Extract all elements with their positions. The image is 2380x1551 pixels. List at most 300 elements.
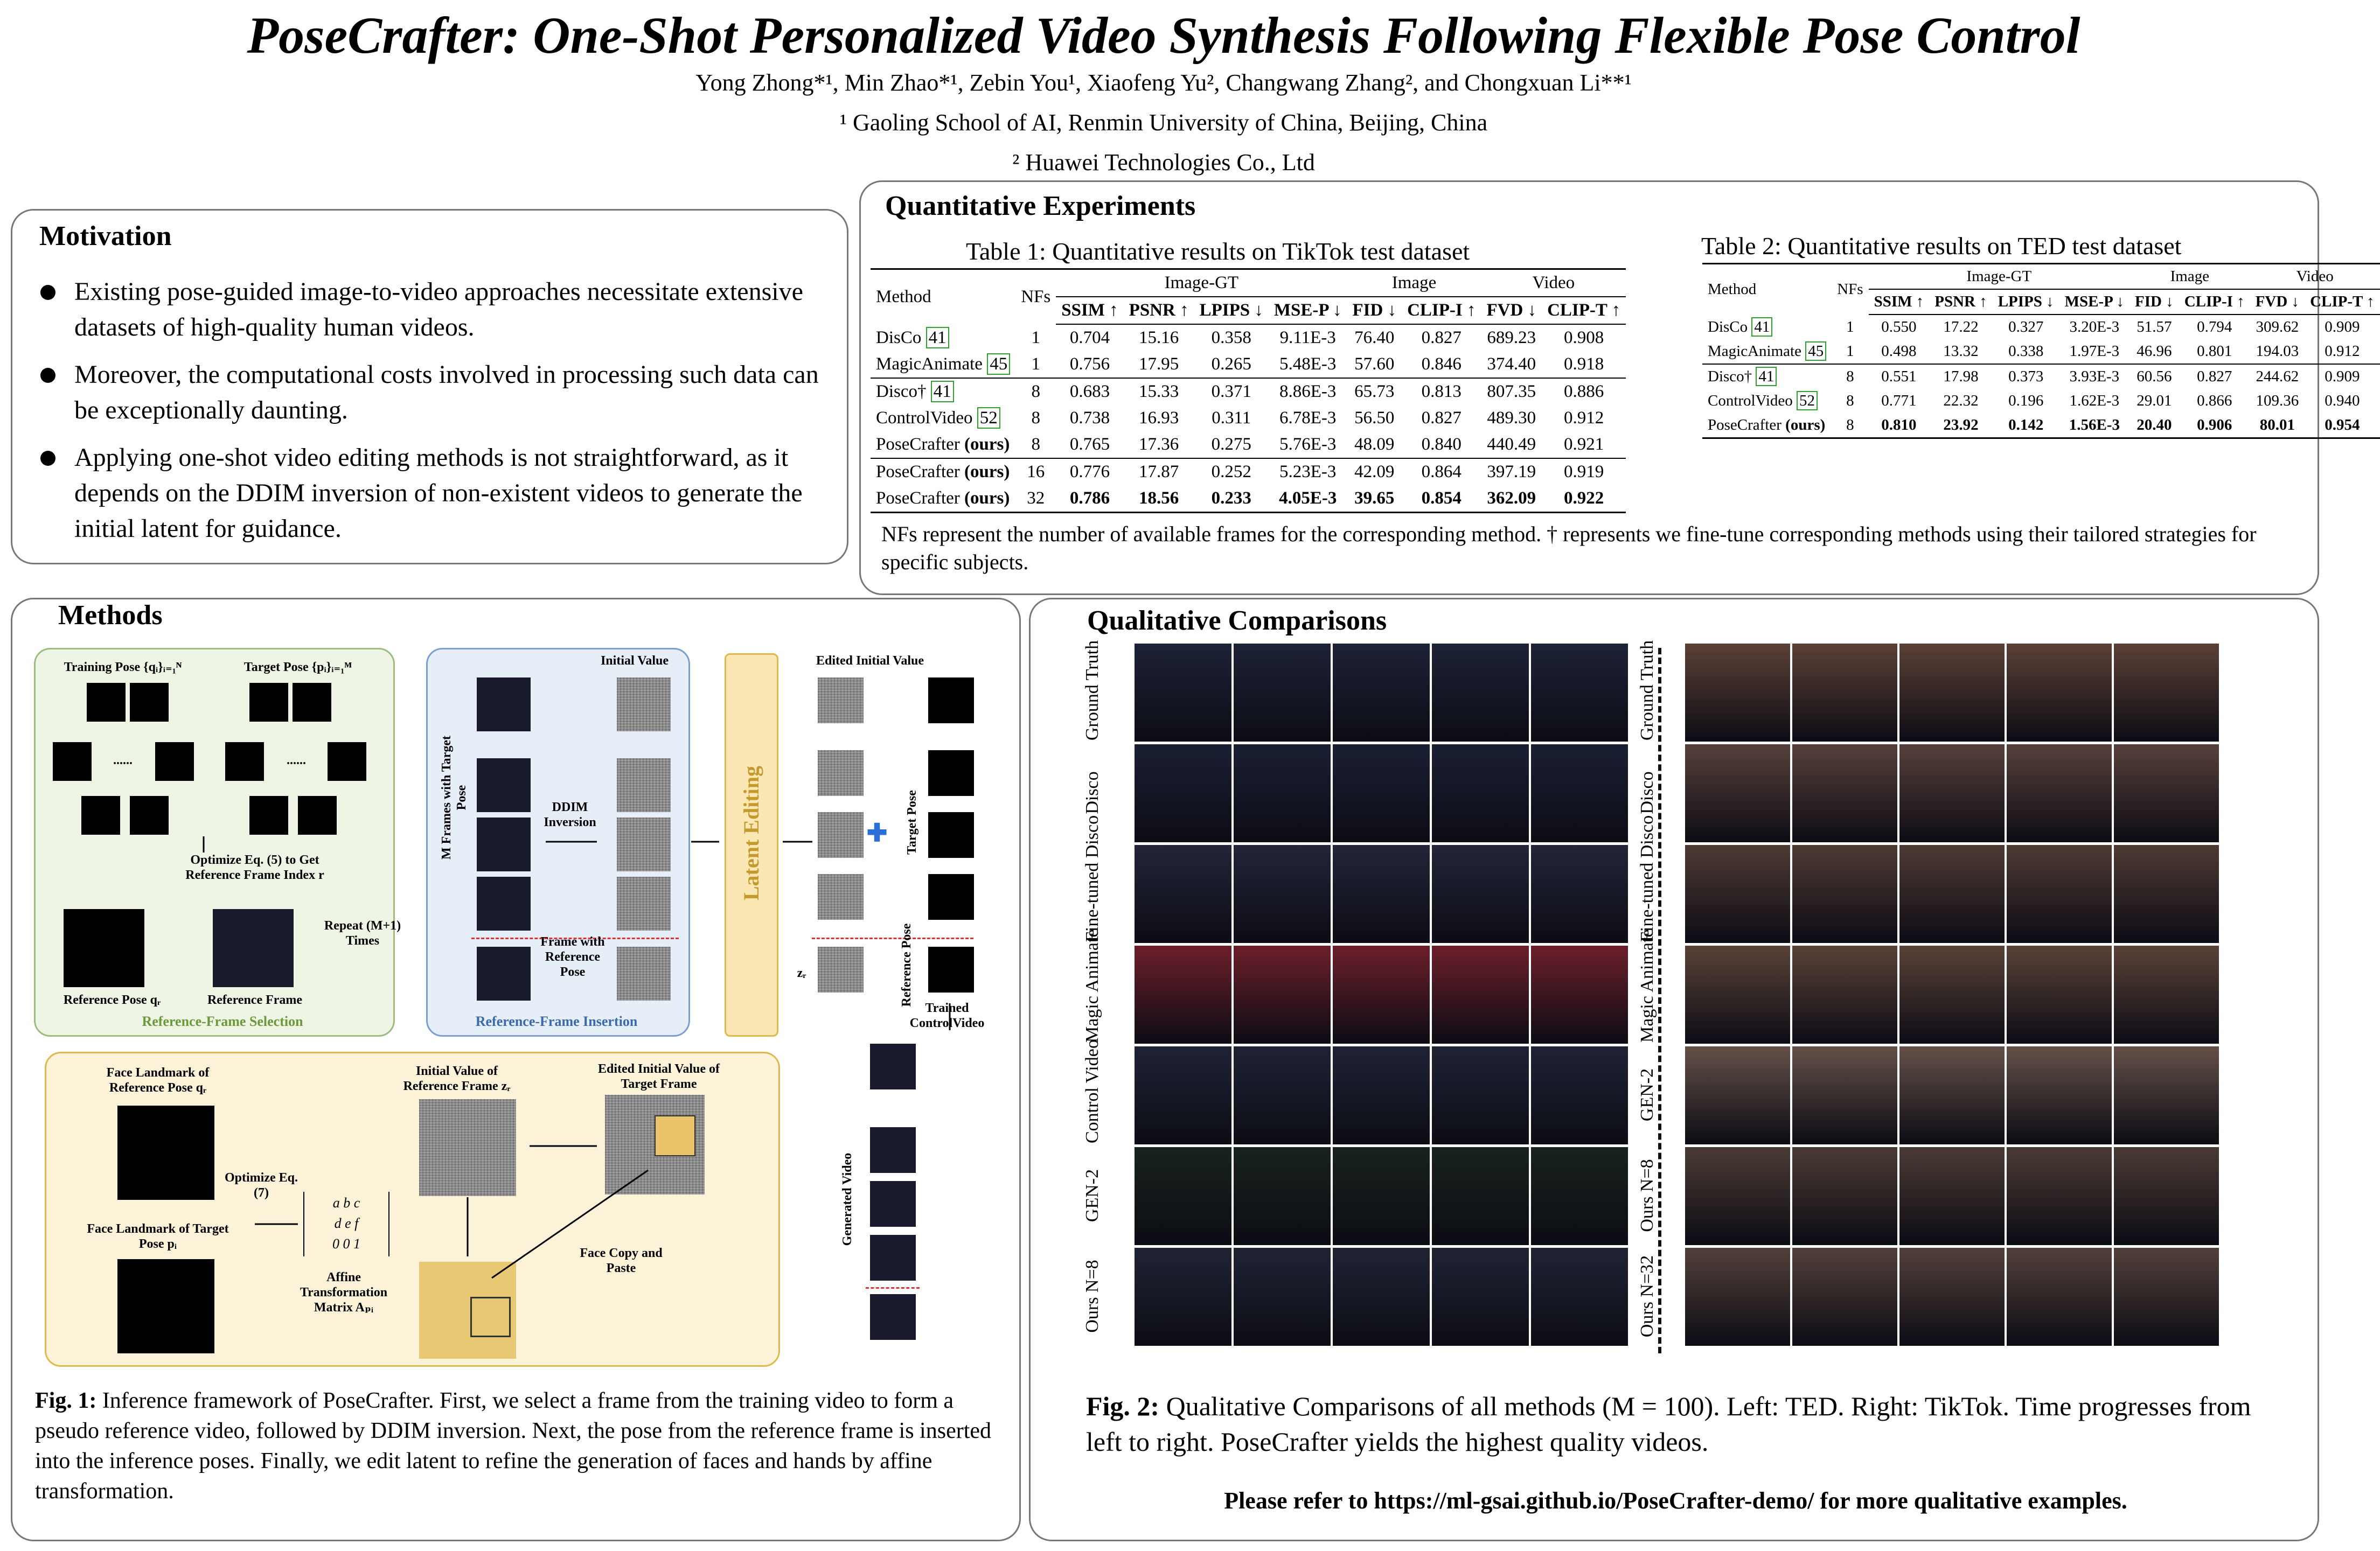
value-cell: 374.40 <box>1487 354 1536 374</box>
value-cell: 0.683 <box>1069 382 1110 401</box>
value-cell: 0.909 <box>2325 368 2360 385</box>
table-row <box>871 324 1626 351</box>
video-frame <box>1333 845 1430 943</box>
motivation-bullet: Applying one-shot video editing methods is not straightforward, as it depends on the DDIM inversion of non-existent videos to generate the initial latent for guidance. <box>29 440 826 547</box>
value-cell: 0.864 <box>1421 462 1462 481</box>
authors: Yong Zhong*¹, Min Zhao*¹, Zebin You¹, Xiaofeng Yu², Changwang Zhang², and Chongxuan Li**¹ <box>695 69 1632 96</box>
video-frame <box>1234 1046 1331 1144</box>
video-frame <box>1685 1147 1790 1245</box>
pose-thumb <box>928 677 974 723</box>
video-frame <box>1899 946 2005 1044</box>
video-frame <box>2114 1046 2219 1144</box>
ted-image-grid <box>1135 644 1633 1354</box>
video-frame <box>1333 1046 1430 1144</box>
method-cell: Disco† 41 <box>871 378 1015 405</box>
pose-thumb <box>298 796 337 835</box>
video-frame <box>1432 644 1529 742</box>
noise-thumb <box>617 818 671 871</box>
value-cell: 0.776 <box>1069 462 1110 481</box>
dots: ...... <box>287 753 306 767</box>
citation-link[interactable]: 45 <box>1805 341 1826 361</box>
video-frame <box>1135 1248 1231 1346</box>
table-row <box>871 485 1626 513</box>
video-frame <box>1432 845 1529 943</box>
value-cell: 48.09 <box>1354 435 1395 454</box>
nfs-cell: 1 <box>1031 327 1040 347</box>
metric-header: FVD ↓ <box>1481 297 1542 324</box>
video-frame <box>1432 1248 1529 1346</box>
col-method: Method <box>876 287 931 306</box>
fig2-text: Qualitative Comparisons of all methods (M = 100). Left: TED. Right: TikTok. Time progresses from left to right. PoseCrafter yields the highest quality videos. <box>1086 1391 2251 1457</box>
pose-thumb <box>328 742 366 781</box>
affine-result-image <box>419 1262 516 1359</box>
dots: ...... <box>113 753 133 767</box>
value-cell: 0.373 <box>2008 368 2044 385</box>
value-cell: 0.704 <box>1069 328 1110 347</box>
value-cell: 0.854 <box>1421 488 1462 508</box>
pose-thumb <box>225 742 264 781</box>
video-frame <box>1792 1248 1897 1346</box>
value-cell: 0.846 <box>1421 354 1462 374</box>
value-cell: 0.827 <box>2197 368 2232 385</box>
video-frame <box>1685 1046 1790 1144</box>
quantitative-title: Quantitative Experiments <box>885 191 1196 221</box>
citation-link[interactable]: 45 <box>987 353 1010 375</box>
row-label: Disco <box>1082 771 1102 814</box>
video-frame <box>1531 744 1628 842</box>
value-cell: 20.40 <box>2137 416 2172 434</box>
row-label: GEN-2 <box>1637 1068 1657 1122</box>
noise-thumb <box>617 758 671 812</box>
citation-link[interactable]: 41 <box>1756 367 1777 386</box>
metric-header: SSIM ↑ <box>1056 297 1123 324</box>
value-cell: 3.20E-3 <box>2069 318 2120 336</box>
table2 <box>1702 263 2380 439</box>
method-cell: DisCo 41 <box>871 324 1015 351</box>
edited-target-image <box>605 1095 705 1194</box>
video-frame <box>1333 946 1430 1044</box>
video-frame <box>1333 644 1430 742</box>
value-cell: 65.73 <box>1354 382 1395 401</box>
value-cell: 18.56 <box>1139 488 1179 508</box>
table-row <box>871 458 1626 485</box>
affine-label: Affine Transformation Matrix Aₚᵢ <box>300 1270 388 1315</box>
value-cell: 42.09 <box>1354 462 1395 481</box>
nfs-cell: 8 <box>1846 368 1854 385</box>
value-cell: 0.801 <box>2197 343 2232 360</box>
video-frame <box>1792 1147 1897 1245</box>
target-pose-vertical: Target Pose <box>905 790 919 855</box>
value-cell: 15.16 <box>1139 328 1179 347</box>
method-cell: MagicAnimate 45 <box>871 351 1015 378</box>
video-frame <box>2114 946 2219 1044</box>
video-frame <box>1234 744 1331 842</box>
affiliation-1: ¹ Gaoling School of AI, Renmin University of China, Beijing, China <box>839 109 1488 136</box>
frame-with-ref-label: Frame with Reference Pose <box>540 935 605 979</box>
value-cell: 17.36 <box>1139 435 1179 454</box>
value-cell: 0.786 <box>1069 488 1110 508</box>
table-row <box>1702 364 2380 389</box>
reference-frame-label: Reference Frame <box>207 993 303 1007</box>
value-cell: 6.78E-3 <box>1279 408 1337 428</box>
value-cell: 0.794 <box>2197 318 2232 336</box>
pose-thumb <box>928 947 974 993</box>
group-header: Image-GT <box>1869 264 2130 290</box>
generated-thumb <box>870 1127 916 1173</box>
reference-frame-thumb <box>477 947 531 1001</box>
row-label: Disco <box>1637 771 1657 814</box>
metric-header: FVD ↓ <box>2250 289 2305 315</box>
tiktok-image-grid <box>1685 644 2224 1354</box>
row-label: Fine-tuned Disco <box>1637 815 1657 942</box>
fig2-caption <box>1086 1388 2271 1459</box>
metric-header: SSIM ↑ <box>1869 289 1930 315</box>
noise-thumb <box>617 947 671 1001</box>
video-frame <box>2114 744 2219 842</box>
row-label: Ours N=8 <box>1637 1159 1657 1232</box>
video-frame <box>1792 644 1897 742</box>
value-cell: 0.918 <box>1563 354 1604 374</box>
value-cell: 0.827 <box>1421 328 1462 347</box>
noise-thumb <box>617 877 671 931</box>
table-row <box>871 351 1626 378</box>
value-cell: 16.93 <box>1139 408 1179 428</box>
video-frame <box>1135 1046 1231 1144</box>
method-cell: ControlVideo 52 <box>1702 389 1832 413</box>
row-label: Ground Truth <box>1082 640 1102 740</box>
video-frame <box>2007 744 2112 842</box>
reference-frame-image <box>213 909 294 987</box>
value-cell: 0.827 <box>1421 408 1462 428</box>
metric-header: MSE-P ↓ <box>2059 289 2130 315</box>
row-label: Magic Animate <box>1637 929 1657 1043</box>
video-frame <box>1531 1248 1628 1346</box>
value-cell: 29.01 <box>2137 392 2172 409</box>
noise-thumb <box>617 677 671 731</box>
value-cell: 0.498 <box>1881 343 1917 360</box>
metric-header: MSE-P ↓ <box>1269 297 1347 324</box>
rfs-label: Reference-Frame Selection <box>142 1014 303 1029</box>
value-cell: 13.32 <box>1943 343 1979 360</box>
metric-header: PSNR ↑ <box>1124 297 1194 324</box>
value-cell: 1.97E-3 <box>2069 343 2120 360</box>
latent-editing-label: Latent Editing <box>739 765 763 901</box>
edited-noise-thumb <box>818 750 864 796</box>
table-row <box>871 431 1626 458</box>
value-cell: 0.358 <box>1211 328 1251 347</box>
table-row <box>871 405 1626 431</box>
repeat-label: Repeat (M+1) Times <box>324 919 401 948</box>
metric-header: CLIP-I ↑ <box>2179 289 2250 315</box>
trained-controlvideo-label: Trained ControlVideo <box>909 1001 985 1030</box>
video-frame <box>2007 845 2112 943</box>
video-frame <box>1234 644 1331 742</box>
frame-thumb <box>477 818 531 871</box>
method-cell: PoseCrafter (ours) <box>876 462 1010 481</box>
table1-caption: Table 1: Quantitative results on TikTok test dataset <box>966 237 1470 265</box>
value-cell: 0.371 <box>1211 382 1251 401</box>
video-frame <box>1531 1147 1628 1245</box>
value-cell: 807.35 <box>1487 382 1536 401</box>
video-frame <box>2007 946 2112 1044</box>
method-cell: Disco† 41 <box>1702 364 1832 389</box>
nfs-cell: 8 <box>1031 382 1040 401</box>
video-frame <box>1899 644 2005 742</box>
reference-pose-label: Reference Pose qᵣ <box>63 993 161 1007</box>
nfs-cell: 32 <box>1027 488 1045 508</box>
edited-noise-thumb <box>818 677 864 723</box>
frame-thumb <box>477 877 531 931</box>
video-frame <box>1333 1248 1430 1346</box>
video-frame <box>1685 946 1790 1044</box>
video-frame <box>1432 744 1529 842</box>
value-cell: 309.62 <box>2256 318 2299 336</box>
value-cell: 0.840 <box>1421 435 1462 454</box>
video-frame <box>2007 1147 2112 1245</box>
fig2-label: Fig. 2: <box>1086 1391 1160 1421</box>
frame-thumb <box>477 758 531 812</box>
row-label: Magic Animate <box>1082 929 1102 1043</box>
video-frame <box>1234 845 1331 943</box>
value-cell: 689.23 <box>1487 328 1536 347</box>
pose-thumb <box>249 683 288 722</box>
pose-thumb <box>928 874 974 920</box>
metric-header: LPIPS ↓ <box>1993 289 2059 315</box>
value-cell: 0.338 <box>2008 343 2044 360</box>
reference-pose-image <box>64 909 144 987</box>
init-ref-frame-image <box>419 1099 516 1196</box>
video-frame <box>1792 1046 1897 1144</box>
value-cell: 5.48E-3 <box>1279 354 1337 374</box>
video-frame <box>2007 1248 2112 1346</box>
quantitative-panel <box>859 180 2375 595</box>
value-cell: 0.912 <box>2325 343 2360 360</box>
value-cell: 17.22 <box>1943 318 1979 336</box>
video-frame <box>1234 1147 1331 1245</box>
value-cell: 0.909 <box>2325 318 2360 336</box>
table2-caption: Table 2: Quantitative results on TED test dataset <box>1701 232 2182 260</box>
value-cell: 51.57 <box>2137 318 2172 336</box>
value-cell: 17.95 <box>1139 354 1179 374</box>
citation-link[interactable]: 41 <box>931 381 954 402</box>
row-label: Ground Truth <box>1637 640 1657 740</box>
video-frame <box>1685 1248 1790 1346</box>
pose-thumb <box>53 742 92 781</box>
edited-noise-thumb <box>818 874 864 920</box>
value-cell: 0.233 <box>1211 488 1251 508</box>
grid-divider <box>1658 648 1661 1353</box>
pose-thumb <box>928 750 974 796</box>
value-cell: 489.30 <box>1487 408 1536 428</box>
methods-panel <box>11 598 1021 1541</box>
group-header: Video <box>1481 269 1626 297</box>
video-frame <box>1135 744 1231 842</box>
matrix-row: a b c <box>332 1195 360 1211</box>
value-cell: 0.908 <box>1563 328 1604 347</box>
citation-link[interactable]: 41 <box>1751 317 1772 337</box>
motivation-list <box>29 274 826 558</box>
edited-initial-value-label: Edited Initial Value <box>816 654 924 668</box>
video-frame <box>1432 946 1529 1044</box>
value-cell: 39.65 <box>1354 488 1395 508</box>
pose-thumb <box>81 796 120 835</box>
edited-noise-thumb <box>818 812 864 858</box>
group-header: Video <box>2250 264 2380 290</box>
demo-link[interactable]: Please refer to https://ml-gsai.github.io/PoseCrafter-demo/ for more qualitative examples. <box>1224 1487 2127 1514</box>
value-cell: 46.96 <box>2137 343 2172 360</box>
value-cell: 5.23E-3 <box>1279 462 1337 481</box>
value-cell: 0.327 <box>2008 318 2044 336</box>
value-cell: 15.33 <box>1139 382 1179 401</box>
motivation-panel <box>11 209 848 564</box>
value-cell: 0.265 <box>1211 354 1251 374</box>
matrix-row: d e f <box>334 1215 359 1231</box>
nfs-cell: 8 <box>1031 435 1040 454</box>
fig1-caption <box>35 1386 1005 1506</box>
value-cell: 22.32 <box>1943 392 1979 409</box>
col-method: Method <box>1708 281 1757 298</box>
face-region <box>470 1297 511 1337</box>
video-frame <box>1531 845 1628 943</box>
pose-thumb <box>293 683 331 722</box>
plus-icon: ✚ <box>866 819 888 847</box>
value-cell: 194.03 <box>2256 343 2299 360</box>
nfs-cell: 1 <box>1846 318 1854 336</box>
value-cell: 76.40 <box>1354 328 1395 347</box>
video-frame <box>2007 1046 2112 1144</box>
value-cell: 9.11E-3 <box>1279 328 1336 347</box>
value-cell: 5.76E-3 <box>1279 435 1337 454</box>
value-cell: 0.919 <box>1563 462 1604 481</box>
citation-link[interactable]: 41 <box>926 327 949 348</box>
video-frame <box>1135 1147 1231 1245</box>
table-row <box>1702 389 2380 413</box>
group-header: Image <box>2130 264 2250 290</box>
motivation-title: Motivation <box>39 221 172 251</box>
value-cell: 0.252 <box>1211 462 1251 481</box>
face-patch <box>655 1115 695 1156</box>
value-cell: 0.921 <box>1563 435 1604 454</box>
video-frame <box>2007 644 2112 742</box>
motivation-bullet: Moreover, the computational costs involved in processing such data can be exceptionally daunting. <box>29 357 826 428</box>
training-pose-label: Training Pose {qᵢ}ᵢ₌₁ᴺ <box>64 660 182 674</box>
value-cell: 362.09 <box>1487 488 1536 508</box>
value-cell: 0.940 <box>2325 392 2360 409</box>
value-cell: 440.49 <box>1487 435 1536 454</box>
value-cell: 0.912 <box>1563 408 1604 428</box>
separator-line <box>812 938 973 939</box>
value-cell: 0.771 <box>1881 392 1917 409</box>
citation-link[interactable]: 52 <box>1797 391 1818 410</box>
fig1-text: Inference framework of PoseCrafter. First, we select a frame from the training video to form a pseudo reference video, followed by DDIM inversion. Next, the pose from the reference frame is inserted into the inference poses. Finally, we edit latent to refine the generation of faces and hands by affine transformation. <box>35 1388 992 1504</box>
video-frame <box>1899 1248 2005 1346</box>
group-header: Image-GT <box>1056 269 1347 297</box>
video-frame <box>1792 744 1897 842</box>
value-cell: 56.50 <box>1354 408 1395 428</box>
value-cell: 80.01 <box>2259 416 2295 434</box>
value-cell: 0.551 <box>1881 368 1917 385</box>
zr-label: zᵣ <box>797 966 806 980</box>
pose-thumb <box>155 742 194 781</box>
table-note: NFs represent the number of available frames for the corresponding method. † represents we fine-tune corresponding methods using their tailored strategies for specific subjects. <box>881 522 2257 574</box>
value-cell: 17.98 <box>1943 368 1979 385</box>
video-frame <box>1234 946 1331 1044</box>
face-landmark-ref-image <box>117 1106 214 1200</box>
affiliation-2: ² Huawei Technologies Co., Ltd <box>1012 149 1315 176</box>
value-cell: 0.142 <box>2008 416 2044 434</box>
video-frame <box>1792 845 1897 943</box>
video-frame <box>1135 644 1231 742</box>
value-cell: 0.886 <box>1563 382 1604 401</box>
video-frame <box>1792 946 1897 1044</box>
metric-header: PSNR ↑ <box>1929 289 1992 315</box>
method-cell: ControlVideo 52 <box>871 405 1015 431</box>
optimize-eq7-label: Optimize Eq. (7) <box>225 1171 298 1200</box>
metric-header: CLIP-T ↑ <box>1542 297 1626 324</box>
video-frame <box>1899 1046 2005 1144</box>
video-frame <box>1685 744 1790 842</box>
metric-header: LPIPS ↓ <box>1194 297 1269 324</box>
ddim-label: DDIM Inversion <box>544 800 596 829</box>
video-frame <box>1685 845 1790 943</box>
methods-title: Methods <box>58 600 163 631</box>
edited-target-label: Edited Initial Value of Target Frame <box>597 1062 720 1091</box>
table-row <box>1702 413 2380 438</box>
method-cell: PoseCrafter (ours) <box>876 435 1010 454</box>
value-cell: 0.954 <box>2325 416 2360 434</box>
metric-header: FID ↓ <box>2130 289 2179 315</box>
qualitative-title: Qualitative Comparisons <box>1087 605 1387 636</box>
qualitative-panel <box>1029 598 2319 1541</box>
pose-thumb <box>928 812 974 858</box>
metric-header: FID ↓ <box>1347 297 1402 324</box>
video-frame <box>1899 1147 2005 1245</box>
value-cell: 0.765 <box>1069 435 1110 454</box>
row-label: Ours N=32 <box>1637 1255 1657 1338</box>
nfs-cell: 8 <box>1846 392 1854 409</box>
video-frame <box>2114 845 2219 943</box>
group-header: Image <box>1347 269 1481 297</box>
poster-title: PoseCrafter: One-Shot Personalized Video Synthesis Following Flexible Pose Control <box>247 6 2080 64</box>
generated-thumb <box>870 1294 916 1340</box>
value-cell: 244.62 <box>2256 368 2299 385</box>
pose-thumb <box>130 796 169 835</box>
value-cell: 0.550 <box>1881 318 1917 336</box>
nfs-cell: 8 <box>1846 416 1854 434</box>
value-cell: 109.36 <box>2256 392 2299 409</box>
video-frame <box>1333 744 1430 842</box>
method-cell: MagicAnimate 45 <box>1702 339 1832 364</box>
value-cell: 8.86E-3 <box>1279 382 1337 401</box>
affine-matrix <box>303 1192 389 1256</box>
face-landmark-ref-label: Face Landmark of Reference Pose qᵣ <box>106 1066 210 1095</box>
value-cell: 60.56 <box>2137 368 2172 385</box>
generated-thumb <box>870 1235 916 1281</box>
nfs-cell: 8 <box>1031 408 1040 428</box>
value-cell: 0.906 <box>2197 416 2232 434</box>
video-frame <box>1432 1147 1529 1245</box>
video-frame <box>1899 744 2005 842</box>
pose-thumb <box>87 683 126 722</box>
value-cell: 0.810 <box>1881 416 1917 434</box>
row-label: Fine-tuned Disco <box>1082 815 1102 942</box>
value-cell: 3.93E-3 <box>2069 368 2120 385</box>
citation-link[interactable]: 52 <box>977 407 1000 429</box>
value-cell: 1.56E-3 <box>2069 416 2120 434</box>
video-frame <box>1135 845 1231 943</box>
table1 <box>871 268 1626 513</box>
value-cell: 57.60 <box>1354 354 1395 374</box>
